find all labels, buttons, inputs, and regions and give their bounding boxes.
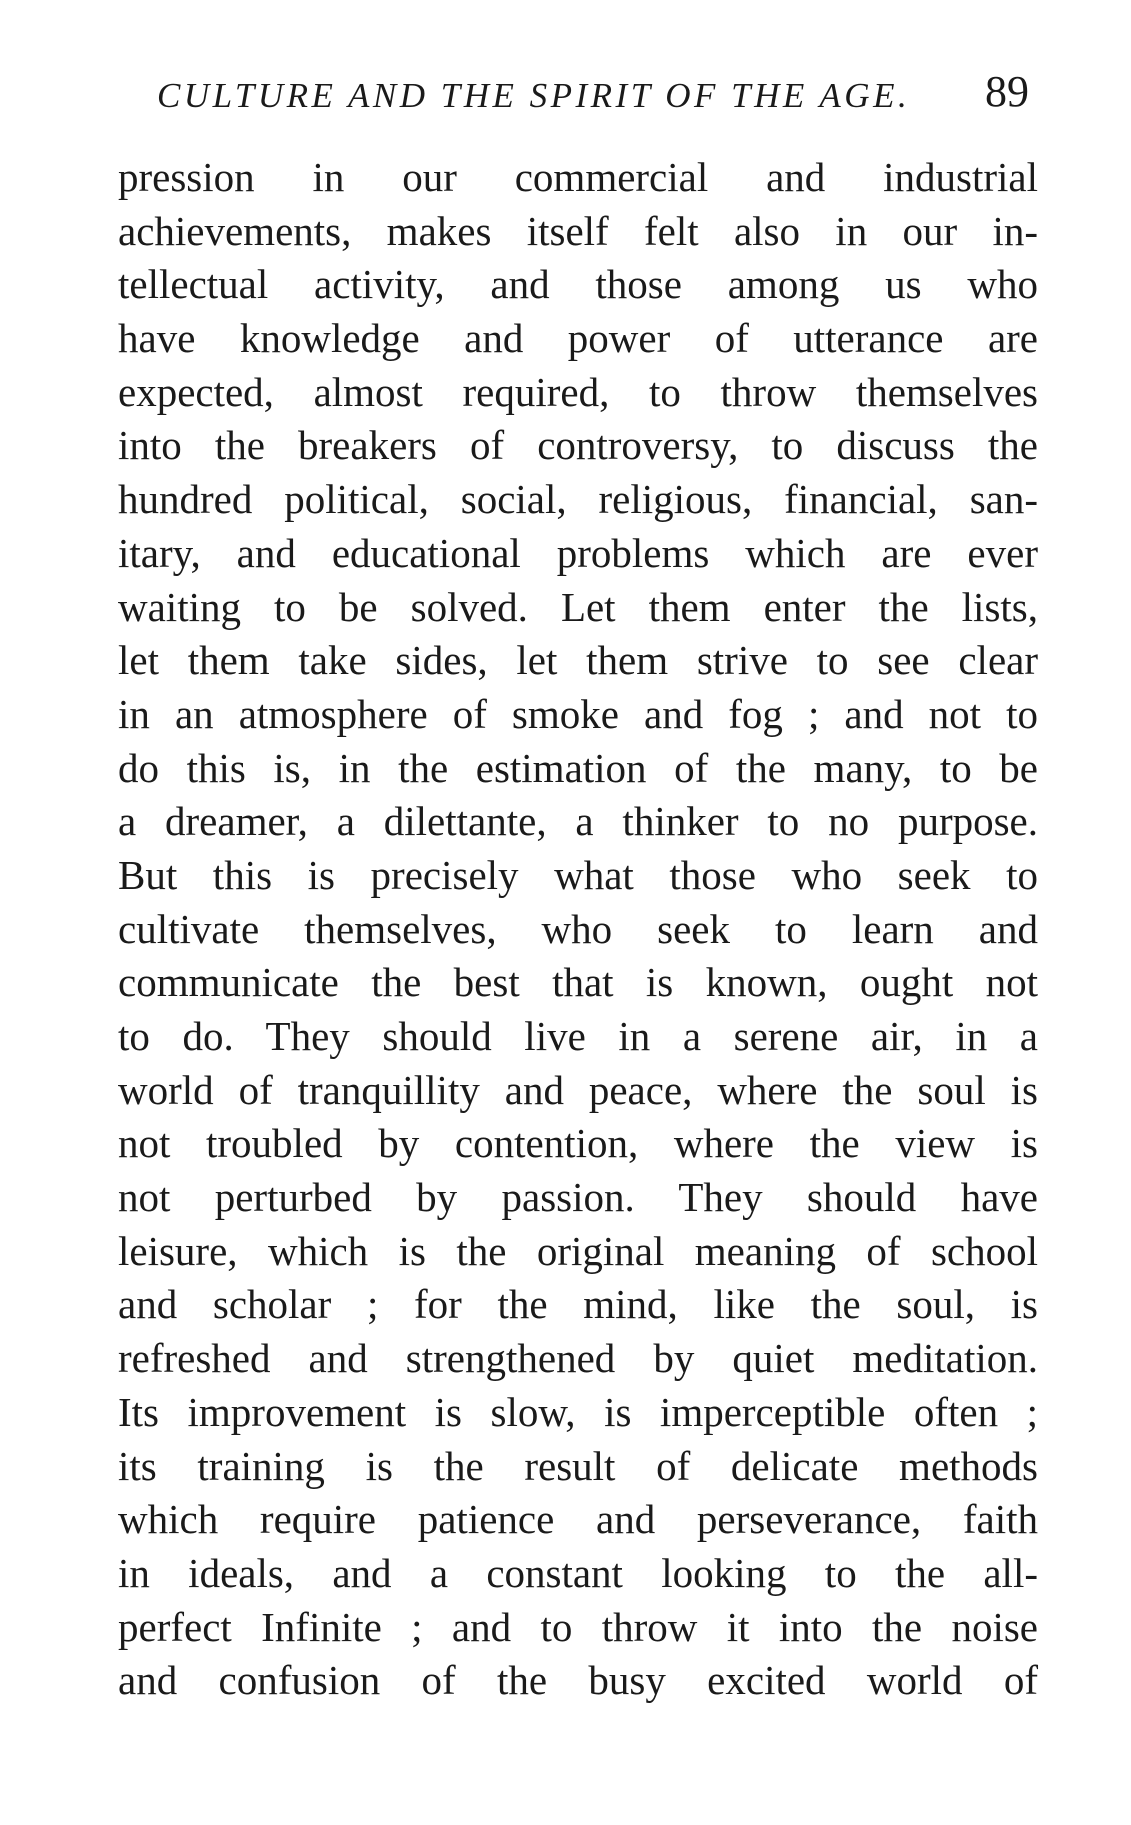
text-line: tellectual activity, and those among us who: [118, 261, 1038, 308]
text-line: into the breakers of controversy, to discuss the: [118, 422, 1038, 469]
running-title: CULTURE AND THE SPIRIT OF THE AGE.: [157, 76, 911, 115]
text-line: its training is the result of delicate methods: [118, 1442, 1038, 1489]
text-line: in ideals, and a constant looking to the all-: [118, 1549, 1038, 1596]
text-line: in an atmosphere of smoke and fog ; and not to: [118, 690, 1038, 737]
text-line: expected, almost required, to throw themselves: [118, 368, 1038, 415]
text-line: let them take sides, let them strive to see clear: [118, 637, 1038, 684]
text-line: pression in our commercial and industrial: [118, 154, 1038, 200]
text-line: communicate the best that is known, ought not: [118, 959, 1038, 1006]
text-line: and confusion of the busy excited world of: [118, 1657, 1038, 1704]
running-head: [157, 66, 1029, 126]
text-line: But this is precisely what those who seek to: [118, 851, 1038, 898]
text-line: refreshed and strengthened by quiet meditation.: [118, 1335, 1038, 1382]
text-line: hundred political, social, religious, financial, san-: [118, 476, 1038, 523]
text-line: itary, and educational problems which are ever: [118, 529, 1038, 576]
text-line: perfect Infinite ; and to throw it into the noise: [118, 1603, 1038, 1650]
text-line: not perturbed by passion. They should have: [118, 1174, 1038, 1221]
text-line: waiting to be solved. Let them enter the lists,: [118, 583, 1038, 630]
text-line: to do. They should live in a serene air, in a: [118, 1013, 1038, 1059]
text-line: a dreamer, a dilettante, a thinker to no purpose.: [118, 798, 1038, 845]
text-line: Its improvement is slow, is imperceptible often ;: [118, 1388, 1038, 1435]
text-line: achievements, makes itself felt also in our in-: [118, 207, 1038, 254]
body-text: [118, 151, 1038, 1708]
text-line: cultivate themselves, who seek to learn and: [118, 905, 1038, 952]
text-line: world of tranquillity and peace, where the soul is: [118, 1066, 1038, 1113]
text-line: and scholar ; for the mind, like the soul, is: [118, 1281, 1038, 1328]
text-line: do this is, in the estimation of the many, to be: [118, 744, 1038, 791]
page-number: 89: [985, 67, 1029, 116]
text-line: leisure, which is the original meaning of school: [118, 1227, 1038, 1274]
text-line: have knowledge and power of utterance are: [118, 315, 1038, 362]
text-line: which require patience and perseverance, faith: [118, 1496, 1038, 1543]
text-line: not troubled by contention, where the view is: [118, 1120, 1038, 1167]
